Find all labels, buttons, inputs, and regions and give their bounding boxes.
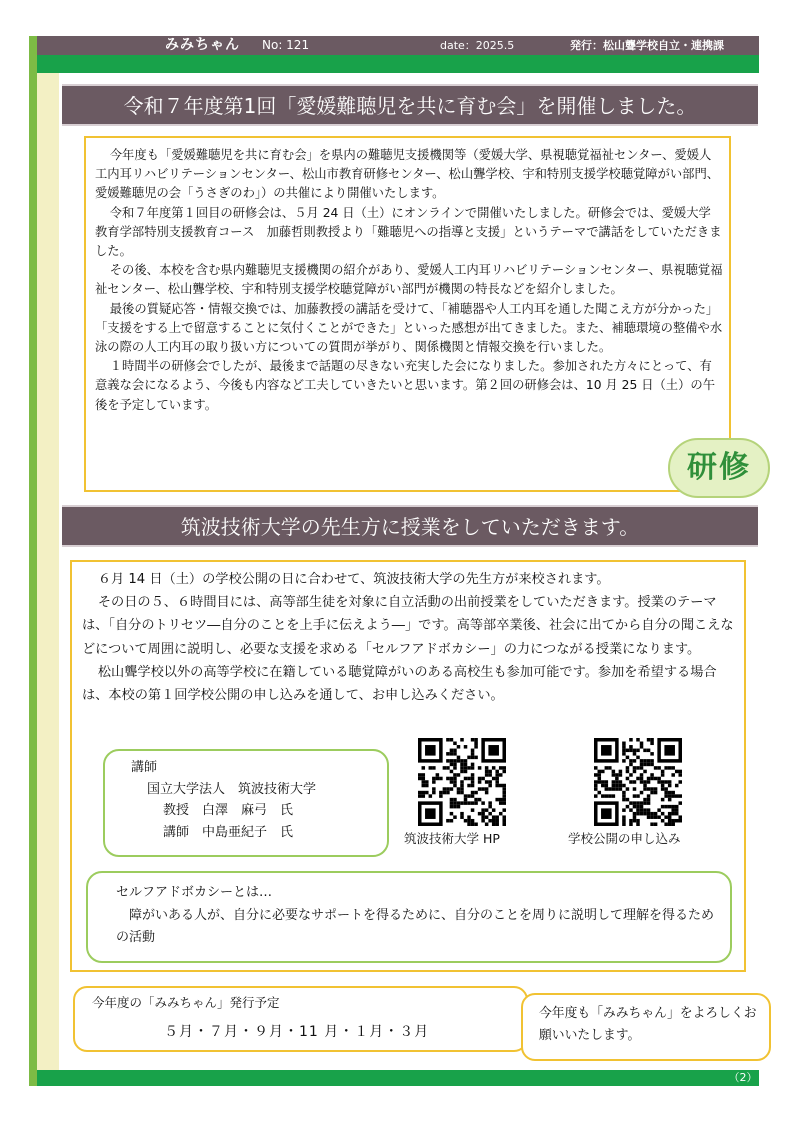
closing-message: 今年度も「みみちゃん」をよろしくお願いいたします。 (521, 993, 771, 1061)
advocacy-body: 障がいある人が、自分に必要なサポートを得るために、自分のことを周りに説明して理解を得るための活動 (116, 907, 715, 945)
qr-code-university-hp[interactable] (418, 738, 506, 826)
section1-paragraph: 最後の質疑応答・情報交換では、加藤教授の講話を受けて、「補聴器や人工内耳を通した聞こえ方が分かった」「支援をする上で留意することに気付くことができた」といった感想が出てきました。また、補聴環境の整備や水泳の際の人工内耳の取り扱い方についての質問が挙がり、関係機関と情報交換を行いました。 (95, 301, 723, 355)
schedule-months: ５月・７月・９月・11 月・１月・３月 (164, 1024, 430, 1040)
issue-number: No: 121 (262, 38, 310, 52)
training-badge: 研修 (668, 438, 770, 498)
section2-paragraph: その日の５、６時間目には、高等部生徒を対象に自立活動の出前授業をしていただきます。授業のテーマは、「自分のトリセツ―自分のことを上手に伝えよう―」です。高等部卒業後、社会に出てから自分の聞こえなどについて周囲に説明し、必要な支援を求める「セルフアドボカシー」の力につながる授業になります。 (82, 595, 734, 657)
publisher: 発行：松山聾学校自立・連携課 (570, 39, 724, 52)
section2-paragraph: ６月 14 日（土）の学校公開の日に合わせて、筑波技術大学の先生方が来校されます。 (97, 572, 610, 587)
page-number: （2） (728, 1071, 758, 1084)
section2-body (82, 568, 738, 707)
qr-label-school-open-day: 学校公開の申し込み (568, 831, 681, 846)
qr-label-university-hp: 筑波技術大学 HP (404, 831, 500, 846)
lecturer-box (103, 749, 389, 857)
page-frame-strip (37, 60, 59, 1070)
advocacy-definition-box (86, 871, 732, 963)
lecturer-affiliation: 国立大学法人 筑波技術大学 (147, 781, 317, 797)
lecturer-person: 講師 中島亜紀子 氏 (163, 824, 294, 840)
page-frame-left (29, 36, 37, 1086)
qr-code-school-open-day[interactable] (594, 738, 682, 826)
lecturer-person: 教授 白澤 麻弓 氏 (163, 803, 294, 818)
section1-body (95, 146, 723, 415)
section1-paragraph: １時間半の研修会でしたが、最後まで話題の尽きない充実した会になりました。参加された方々にとって、有意義な会になるよう、今後も内容など工夫していきたいと思います。第２回の研修会は、10 月 25 日（土）の午後を予定しています。 (95, 359, 715, 412)
section1-title: 令和７年度第1回「愛媛難聴児を共に育む会」を開催しました。 (62, 84, 758, 126)
lecturer-heading: 講師 (131, 760, 158, 775)
page-frame-bottom (37, 1070, 759, 1086)
issue-date: date：2025.5 (440, 39, 515, 52)
newsletter-title: みみちゃん (165, 37, 240, 53)
section1-paragraph: その後、本校を含む県内難聴児支援機関の紹介があり、愛媛人工内耳リハビリテーションセンター、県視聴覚福祉センター、松山聾学校、宇和特別支援学校聴覚障がい部門が機関の特長などを紹介しました。 (95, 263, 723, 297)
advocacy-heading: セルフアドボカシーとは… (116, 885, 273, 900)
section2-title: 筑波技術大学の先生方に授業をしていただきます。 (62, 505, 758, 547)
section1-paragraph: 令和７年度第１回目の研修会は、５月 24 日（土）にオンラインで開催いたしました。研修会では、愛媛大学教育学部特別支援教育コース 加藤哲則教授より「難聴児への指導と支援」というテーマで講話をしていただきました。 (95, 205, 722, 259)
schedule-label: 今年度の「みみちゃん」発行予定 (92, 995, 280, 1010)
page-frame-top (37, 55, 759, 73)
section1-paragraph: 今年度も「愛媛難聴児を共に育む会」を県内の難聴児支援機関等（愛媛大学、県視聴覚福祉センター、愛媛人工内耳リハビリテーションセンター、松山市教育研修センター、松山聾学校、宇和特別支援学校聴覚障がい部門、愛媛難聴児の会「うさぎのわ」）の共催により開催いたします。 (95, 148, 720, 201)
section2-paragraph: 松山聾学校以外の高等学校に在籍している聴覚障がいのある高校生も参加可能です。参加を希望する場合は、本校の第１回学校公開の申し込みを通して、お申し込みください。 (82, 664, 717, 704)
